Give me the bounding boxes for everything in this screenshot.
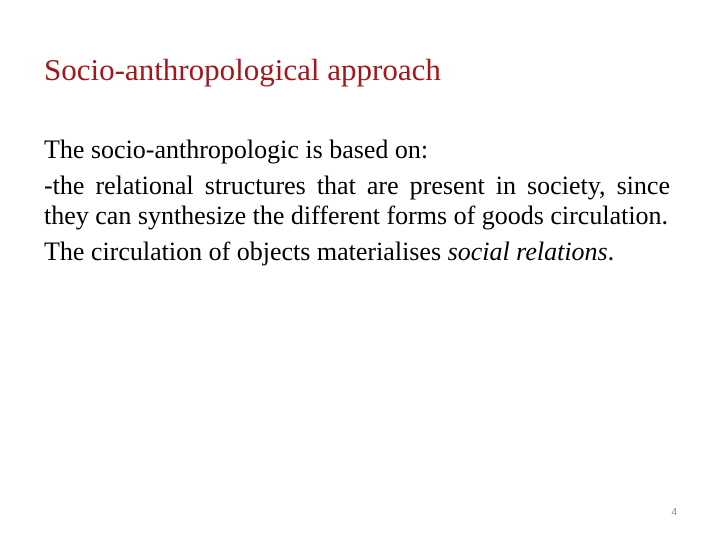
circulation-tail-text: . <box>607 237 615 266</box>
intro-paragraph: The socio-anthropologic is based on: <box>44 135 429 164</box>
page-number: 4 <box>671 507 677 518</box>
circulation-lead-text: The circulation of objects materialises <box>44 237 448 266</box>
social-relations-emphasis: social relations <box>447 237 608 266</box>
relational-structures-paragraph: -the relational structures that are present in society, since they can synthesize the different forms of goods circulation. <box>44 171 670 230</box>
slide-body <box>44 135 670 273</box>
slide-title: Socio-anthropological approach <box>44 52 441 87</box>
circulation-paragraph <box>44 237 670 267</box>
